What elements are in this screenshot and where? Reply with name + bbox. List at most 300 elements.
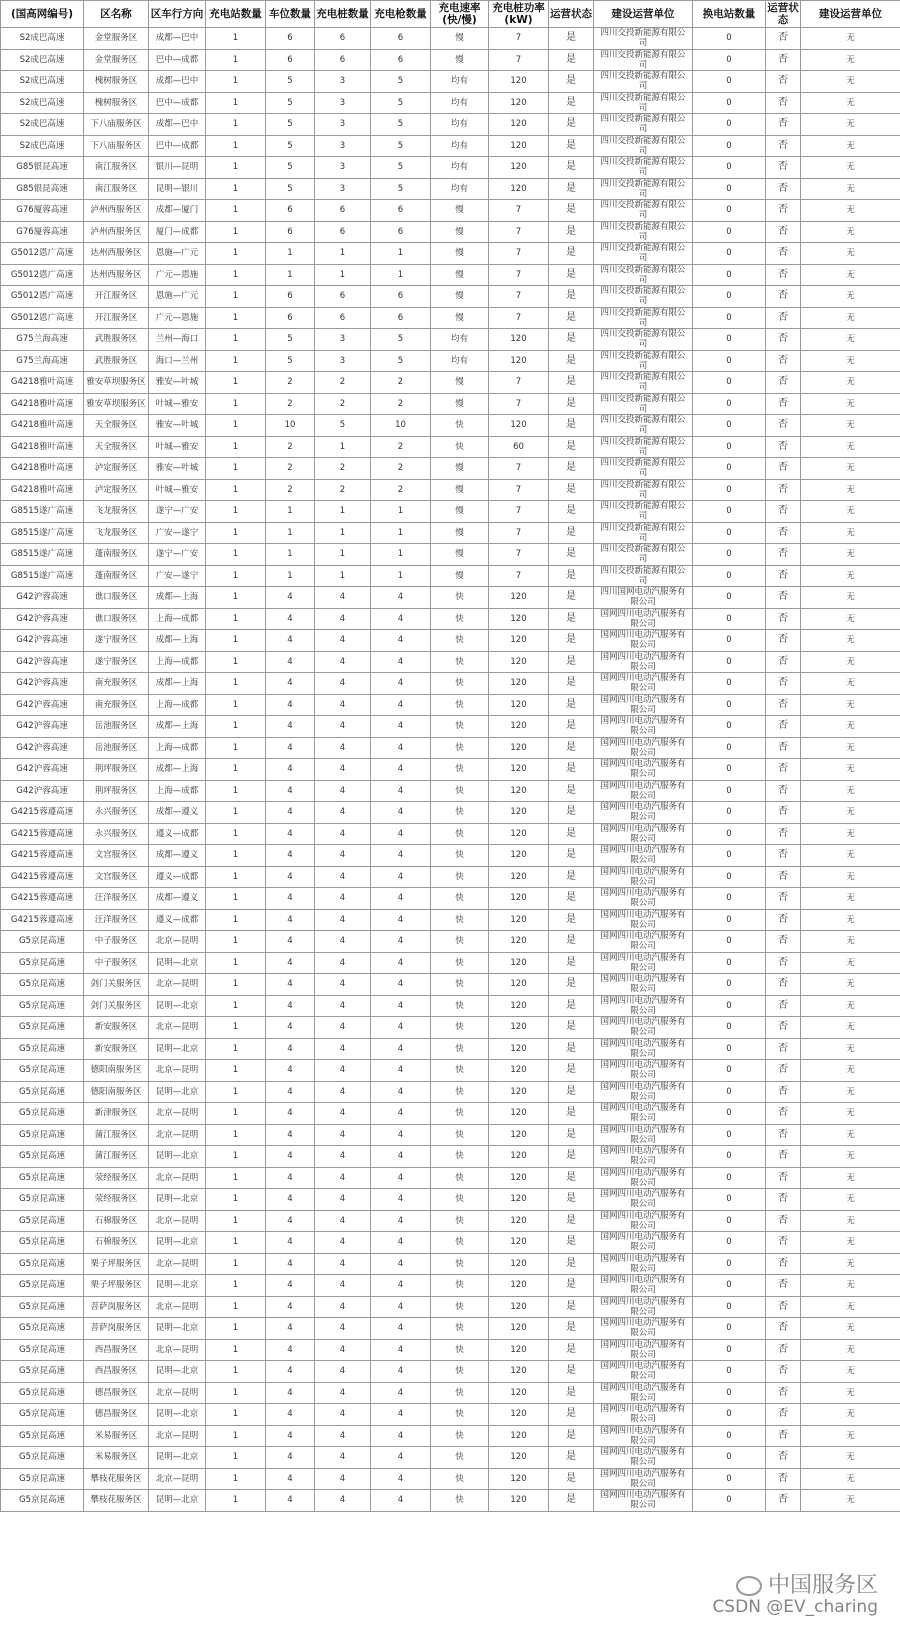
cell-gun-count: 4	[371, 1232, 431, 1254]
cell-highway-code: G5京昆高速	[1, 1447, 84, 1469]
table-row	[1, 1210, 900, 1232]
cell-highway-code: G4218雅叶高速	[1, 458, 84, 480]
cell-direction: 雅安—叶城	[149, 458, 206, 480]
cell-charge-speed: 快	[431, 888, 489, 910]
cell-direction: 遵义—成都	[149, 909, 206, 931]
cell-swap-station-count: 0	[693, 737, 766, 759]
cell-charger-power: 120	[489, 694, 549, 716]
cell-charge-speed: 快	[431, 931, 489, 953]
cell-charger-power: 120	[489, 1038, 549, 1060]
table-row	[1, 780, 900, 802]
cell-highway-code: G8515遂广高速	[1, 522, 84, 544]
cell-highway-code: G8515遂广高速	[1, 544, 84, 566]
cell-highway-code: G5京昆高速	[1, 1490, 84, 1512]
cell-gun-count: 4	[371, 673, 431, 695]
cell-swap-station-count: 0	[693, 1017, 766, 1039]
cell-charger-power: 7	[489, 28, 549, 50]
cell-charger-count: 4	[315, 1425, 371, 1447]
cell-charger-count: 4	[315, 608, 371, 630]
cell-swap-operator: 无	[801, 651, 900, 673]
cell-swap-station-count: 0	[693, 1275, 766, 1297]
cell-charger-count: 3	[315, 135, 371, 157]
cell-swap-operating-status: 否	[766, 1232, 801, 1254]
header-operating-status: 运营状态	[549, 1, 594, 28]
cell-charger-count: 4	[315, 673, 371, 695]
cell-swap-operator: 无	[801, 1210, 900, 1232]
cell-swap-operator: 无	[801, 71, 900, 93]
cell-charge-speed: 快	[431, 995, 489, 1017]
cell-gun-count: 4	[371, 931, 431, 953]
cell-operator: 国网四川电动汽服务有限公司	[594, 1425, 693, 1447]
cell-operator: 四川交投新能源有限公司	[594, 71, 693, 93]
cell-operating-status: 是	[549, 759, 594, 781]
cell-direction: 昆明—北京	[149, 1361, 206, 1383]
table-row	[1, 1017, 900, 1039]
cell-swap-operator: 无	[801, 28, 900, 50]
cell-highway-code: G42沪蓉高速	[1, 694, 84, 716]
cell-swap-station-count: 0	[693, 1425, 766, 1447]
cell-station-count: 1	[206, 780, 266, 802]
cell-swap-operating-status: 否	[766, 1253, 801, 1275]
cell-charge-speed: 慢	[431, 458, 489, 480]
table-row	[1, 737, 900, 759]
cell-charger-power: 120	[489, 415, 549, 437]
cell-operator: 国网四川电动汽服务有限公司	[594, 995, 693, 1017]
cell-service-area: 南充服务区	[84, 694, 149, 716]
cell-charge-speed: 快	[431, 1447, 489, 1469]
cell-swap-station-count: 0	[693, 630, 766, 652]
cell-station-count: 1	[206, 931, 266, 953]
cell-swap-operator: 无	[801, 479, 900, 501]
cell-charger-count: 3	[315, 178, 371, 200]
cell-swap-station-count: 0	[693, 114, 766, 136]
cell-charge-speed: 快	[431, 1490, 489, 1512]
cell-charger-count: 4	[315, 1275, 371, 1297]
cell-swap-operating-status: 否	[766, 866, 801, 888]
cell-service-area: 开江服务区	[84, 286, 149, 308]
cell-swap-station-count: 0	[693, 587, 766, 609]
cell-charger-count: 4	[315, 931, 371, 953]
cell-direction: 上海—成都	[149, 694, 206, 716]
cell-service-area: 武胜服务区	[84, 329, 149, 351]
cell-gun-count: 6	[371, 28, 431, 50]
table-row	[1, 372, 900, 394]
cell-operator: 国网四川电动汽服务有限公司	[594, 909, 693, 931]
cell-charger-count: 4	[315, 995, 371, 1017]
table-row	[1, 178, 900, 200]
cell-direction: 成都—巴中	[149, 114, 206, 136]
cell-highway-code: G42沪蓉高速	[1, 651, 84, 673]
cell-gun-count: 4	[371, 1189, 431, 1211]
cell-charge-speed: 快	[431, 1382, 489, 1404]
cell-gun-count: 4	[371, 630, 431, 652]
cell-highway-code: G5京昆高速	[1, 1468, 84, 1490]
cell-station-count: 1	[206, 479, 266, 501]
cell-parking-count: 4	[266, 1361, 315, 1383]
table-row	[1, 608, 900, 630]
cell-direction: 上海—成都	[149, 737, 206, 759]
cell-operator: 国网四川电动汽服务有限公司	[594, 1447, 693, 1469]
cell-highway-code: G5012恩广高速	[1, 286, 84, 308]
cell-operator: 四川交投新能源有限公司	[594, 178, 693, 200]
cell-swap-operator: 无	[801, 49, 900, 71]
cell-charger-power: 120	[489, 1447, 549, 1469]
cell-charger-power: 120	[489, 1189, 549, 1211]
cell-parking-count: 4	[266, 909, 315, 931]
cell-charger-power: 120	[489, 1296, 549, 1318]
cell-swap-operating-status: 否	[766, 888, 801, 910]
cell-swap-operating-status: 否	[766, 565, 801, 587]
cell-swap-station-count: 0	[693, 178, 766, 200]
cell-service-area: 下八庙服务区	[84, 114, 149, 136]
cell-direction: 遂宁—广安	[149, 544, 206, 566]
cell-operator: 国网四川电动汽服务有限公司	[594, 1339, 693, 1361]
cell-charger-count: 4	[315, 845, 371, 867]
cell-operator: 国网四川电动汽服务有限公司	[594, 759, 693, 781]
cell-direction: 北京—昆明	[149, 1468, 206, 1490]
table-row	[1, 307, 900, 329]
cell-operating-status: 是	[549, 802, 594, 824]
cell-operating-status: 是	[549, 1124, 594, 1146]
cell-swap-operator: 无	[801, 1275, 900, 1297]
cell-swap-operator: 无	[801, 673, 900, 695]
cell-operator: 国网四川电动汽服务有限公司	[594, 1103, 693, 1125]
cell-operating-status: 是	[549, 1339, 594, 1361]
cell-gun-count: 4	[371, 1124, 431, 1146]
cell-operating-status: 是	[549, 780, 594, 802]
cell-swap-operating-status: 否	[766, 587, 801, 609]
cell-operator: 国网四川电动汽服务有限公司	[594, 1060, 693, 1082]
cell-parking-count: 4	[266, 802, 315, 824]
cell-operating-status: 是	[549, 845, 594, 867]
cell-direction: 海口—兰州	[149, 350, 206, 372]
cell-charger-count: 1	[315, 522, 371, 544]
cell-swap-station-count: 0	[693, 651, 766, 673]
cell-station-count: 1	[206, 737, 266, 759]
cell-swap-station-count: 0	[693, 92, 766, 114]
cell-service-area: 泸定服务区	[84, 479, 149, 501]
cell-direction: 昆明—北京	[149, 1038, 206, 1060]
table-row	[1, 651, 900, 673]
cell-charger-count: 2	[315, 372, 371, 394]
cell-operator: 国网四川电动汽服务有限公司	[594, 1232, 693, 1254]
cell-station-count: 1	[206, 544, 266, 566]
cell-parking-count: 4	[266, 1468, 315, 1490]
cell-charger-count: 4	[315, 866, 371, 888]
cell-operator: 四川交投新能源有限公司	[594, 114, 693, 136]
cell-charger-power: 120	[489, 1275, 549, 1297]
cell-charge-speed: 快	[431, 436, 489, 458]
cell-gun-count: 4	[371, 1404, 431, 1426]
cell-service-area: 石棉服务区	[84, 1232, 149, 1254]
table-row	[1, 1232, 900, 1254]
cell-highway-code: G42沪蓉高速	[1, 608, 84, 630]
cell-charger-count: 4	[315, 737, 371, 759]
cell-operator: 国网四川电动汽服务有限公司	[594, 1081, 693, 1103]
cell-operating-status: 是	[549, 92, 594, 114]
cell-charger-power: 120	[489, 1361, 549, 1383]
table-row	[1, 1447, 900, 1469]
table-row	[1, 135, 900, 157]
cell-service-area: 泸州西服务区	[84, 221, 149, 243]
cell-station-count: 1	[206, 974, 266, 996]
cell-operating-status: 是	[549, 1382, 594, 1404]
cell-charger-power: 120	[489, 866, 549, 888]
cell-direction: 北京—昆明	[149, 1253, 206, 1275]
cell-charge-speed: 快	[431, 1210, 489, 1232]
cell-direction: 巴中—成都	[149, 49, 206, 71]
cell-charger-count: 4	[315, 974, 371, 996]
cell-operator: 四川国网电动汽服务有限公司	[594, 587, 693, 609]
cell-highway-code: S2成巴高速	[1, 92, 84, 114]
cell-operator: 国网四川电动汽服务有限公司	[594, 630, 693, 652]
cell-operator: 国网四川电动汽服务有限公司	[594, 802, 693, 824]
cell-charger-power: 7	[489, 458, 549, 480]
cell-charger-power: 120	[489, 802, 549, 824]
cell-operator: 四川交投新能源有限公司	[594, 157, 693, 179]
cell-swap-operating-status: 否	[766, 995, 801, 1017]
table-row	[1, 995, 900, 1017]
cell-station-count: 1	[206, 630, 266, 652]
cell-direction: 成都—上海	[149, 630, 206, 652]
cell-highway-code: G5京昆高速	[1, 1318, 84, 1340]
cell-gun-count: 5	[371, 157, 431, 179]
cell-swap-operator: 无	[801, 759, 900, 781]
cell-operating-status: 是	[549, 1253, 594, 1275]
cell-swap-operator: 无	[801, 1404, 900, 1426]
cell-parking-count: 1	[266, 264, 315, 286]
cell-operating-status: 是	[549, 1232, 594, 1254]
cell-swap-station-count: 0	[693, 49, 766, 71]
cell-operating-status: 是	[549, 307, 594, 329]
cell-operating-status: 是	[549, 264, 594, 286]
cell-service-area: 开江服务区	[84, 307, 149, 329]
cell-operating-status: 是	[549, 716, 594, 738]
cell-charge-speed: 快	[431, 673, 489, 695]
cell-station-count: 1	[206, 522, 266, 544]
cell-service-area: 永兴服务区	[84, 823, 149, 845]
cell-gun-count: 6	[371, 307, 431, 329]
cell-highway-code: G5京昆高速	[1, 931, 84, 953]
cell-direction: 北京—昆明	[149, 1017, 206, 1039]
cell-swap-station-count: 0	[693, 1447, 766, 1469]
cell-parking-count: 4	[266, 1253, 315, 1275]
cell-operator: 四川交投新能源有限公司	[594, 436, 693, 458]
cell-charger-power: 7	[489, 264, 549, 286]
table-row	[1, 1490, 900, 1512]
cell-operating-status: 是	[549, 522, 594, 544]
table-row	[1, 630, 900, 652]
cell-swap-operator: 无	[801, 329, 900, 351]
cell-charger-power: 7	[489, 49, 549, 71]
cell-parking-count: 4	[266, 673, 315, 695]
cell-charger-count: 4	[315, 1038, 371, 1060]
cell-gun-count: 4	[371, 1318, 431, 1340]
cell-service-area: 汪洋服务区	[84, 909, 149, 931]
cell-swap-operator: 无	[801, 802, 900, 824]
cell-parking-count: 6	[266, 307, 315, 329]
cell-operating-status: 是	[549, 286, 594, 308]
cell-operating-status: 是	[549, 1210, 594, 1232]
cell-swap-station-count: 0	[693, 1490, 766, 1512]
cell-station-count: 1	[206, 393, 266, 415]
cell-direction: 叶城—雅安	[149, 436, 206, 458]
cell-highway-code: G5京昆高速	[1, 952, 84, 974]
table-row	[1, 1253, 900, 1275]
cell-highway-code: G5012恩广高速	[1, 243, 84, 265]
table-row	[1, 1275, 900, 1297]
cell-swap-operating-status: 否	[766, 178, 801, 200]
cell-operating-status: 是	[549, 1468, 594, 1490]
cell-operating-status: 是	[549, 393, 594, 415]
cell-direction: 昆明—北京	[149, 1189, 206, 1211]
cell-direction: 叶城—雅安	[149, 479, 206, 501]
cell-charger-power: 120	[489, 974, 549, 996]
cell-gun-count: 4	[371, 1382, 431, 1404]
cell-operating-status: 是	[549, 1490, 594, 1512]
cell-direction: 成都—上海	[149, 587, 206, 609]
cell-direction: 昆明—北京	[149, 1404, 206, 1426]
cell-direction: 恩施—广元	[149, 286, 206, 308]
cell-parking-count: 6	[266, 200, 315, 222]
cell-charger-count: 4	[315, 1468, 371, 1490]
cell-gun-count: 4	[371, 737, 431, 759]
table-row	[1, 49, 900, 71]
cell-station-count: 1	[206, 49, 266, 71]
cell-direction: 昆明—北京	[149, 995, 206, 1017]
cell-charge-speed: 慢	[431, 544, 489, 566]
cell-swap-operating-status: 否	[766, 1447, 801, 1469]
cell-parking-count: 4	[266, 759, 315, 781]
cell-direction: 北京—昆明	[149, 1382, 206, 1404]
cell-gun-count: 5	[371, 329, 431, 351]
cell-swap-operating-status: 否	[766, 931, 801, 953]
cell-gun-count: 5	[371, 350, 431, 372]
cell-highway-code: G5京昆高速	[1, 1425, 84, 1447]
cell-operator: 国网四川电动汽服务有限公司	[594, 823, 693, 845]
cell-swap-operator: 无	[801, 565, 900, 587]
cell-swap-station-count: 0	[693, 393, 766, 415]
cell-charger-power: 120	[489, 114, 549, 136]
cell-charge-speed: 快	[431, 1081, 489, 1103]
cell-swap-operating-status: 否	[766, 759, 801, 781]
cell-charger-power: 120	[489, 1081, 549, 1103]
cell-charger-power: 60	[489, 436, 549, 458]
cell-charge-speed: 快	[431, 866, 489, 888]
cell-operator: 国网四川电动汽服务有限公司	[594, 1146, 693, 1168]
cell-station-count: 1	[206, 307, 266, 329]
cell-operating-status: 是	[549, 350, 594, 372]
cell-charger-power: 120	[489, 71, 549, 93]
cell-gun-count: 4	[371, 759, 431, 781]
cell-station-count: 1	[206, 1425, 266, 1447]
table-row	[1, 565, 900, 587]
cell-swap-operating-status: 否	[766, 1210, 801, 1232]
wechat-icon	[736, 1576, 762, 1596]
cell-operator: 国网四川电动汽服务有限公司	[594, 1404, 693, 1426]
cell-charger-count: 4	[315, 1060, 371, 1082]
cell-operator: 四川交投新能源有限公司	[594, 458, 693, 480]
cell-direction: 雅安—叶城	[149, 372, 206, 394]
cell-service-area: 中子服务区	[84, 931, 149, 953]
cell-swap-operating-status: 否	[766, 372, 801, 394]
cell-highway-code: G42沪蓉高速	[1, 737, 84, 759]
cell-swap-station-count: 0	[693, 243, 766, 265]
cell-charger-count: 1	[315, 544, 371, 566]
table-row	[1, 1038, 900, 1060]
cell-gun-count: 6	[371, 286, 431, 308]
cell-charge-speed: 快	[431, 1275, 489, 1297]
cell-service-area: 文宫服务区	[84, 866, 149, 888]
cell-operator: 国网四川电动汽服务有限公司	[594, 1124, 693, 1146]
cell-swap-operator: 无	[801, 608, 900, 630]
cell-charger-count: 4	[315, 630, 371, 652]
cell-gun-count: 4	[371, 587, 431, 609]
cell-station-count: 1	[206, 372, 266, 394]
cell-swap-station-count: 0	[693, 415, 766, 437]
cell-swap-operator: 无	[801, 286, 900, 308]
cell-gun-count: 4	[371, 651, 431, 673]
cell-swap-operator: 无	[801, 501, 900, 523]
cell-operator: 国网四川电动汽服务有限公司	[594, 1017, 693, 1039]
cell-operator: 四川交投新能源有限公司	[594, 221, 693, 243]
cell-gun-count: 6	[371, 221, 431, 243]
cell-charge-speed: 慢	[431, 479, 489, 501]
cell-direction: 上海—成都	[149, 780, 206, 802]
cell-operator: 四川交投新能源有限公司	[594, 501, 693, 523]
cell-charge-speed: 慢	[431, 286, 489, 308]
cell-charger-count: 4	[315, 1189, 371, 1211]
cell-parking-count: 4	[266, 974, 315, 996]
cell-parking-count: 4	[266, 1318, 315, 1340]
cell-gun-count: 4	[371, 1275, 431, 1297]
cell-charge-speed: 慢	[431, 393, 489, 415]
cell-parking-count: 4	[266, 1210, 315, 1232]
table-row	[1, 802, 900, 824]
cell-direction: 昆明—北京	[149, 1490, 206, 1512]
cell-swap-station-count: 0	[693, 1060, 766, 1082]
cell-charge-speed: 快	[431, 1167, 489, 1189]
cell-station-count: 1	[206, 1103, 266, 1125]
table-row	[1, 1146, 900, 1168]
cell-swap-operating-status: 否	[766, 286, 801, 308]
cell-charger-power: 120	[489, 1103, 549, 1125]
cell-charger-power: 120	[489, 157, 549, 179]
cell-direction: 成都—上海	[149, 716, 206, 738]
cell-highway-code: G5京昆高速	[1, 1146, 84, 1168]
cell-parking-count: 4	[266, 1146, 315, 1168]
cell-swap-operator: 无	[801, 1253, 900, 1275]
cell-operator: 国网四川电动汽服务有限公司	[594, 931, 693, 953]
cell-service-area: 天全服务区	[84, 436, 149, 458]
cell-charger-count: 2	[315, 393, 371, 415]
cell-charger-count: 4	[315, 1447, 371, 1469]
cell-swap-operator: 无	[801, 1146, 900, 1168]
cell-charge-speed: 快	[431, 415, 489, 437]
cell-swap-operator: 无	[801, 157, 900, 179]
cell-highway-code: S2成巴高速	[1, 135, 84, 157]
cell-parking-count: 5	[266, 350, 315, 372]
cell-swap-operating-status: 否	[766, 1275, 801, 1297]
cell-service-area: 金堂服务区	[84, 28, 149, 50]
cell-swap-operator: 无	[801, 372, 900, 394]
cell-service-area: 德昌服务区	[84, 1404, 149, 1426]
cell-swap-operating-status: 否	[766, 135, 801, 157]
cell-swap-station-count: 0	[693, 673, 766, 695]
cell-swap-operating-status: 否	[766, 1124, 801, 1146]
cell-charger-count: 6	[315, 221, 371, 243]
cell-gun-count: 2	[371, 458, 431, 480]
